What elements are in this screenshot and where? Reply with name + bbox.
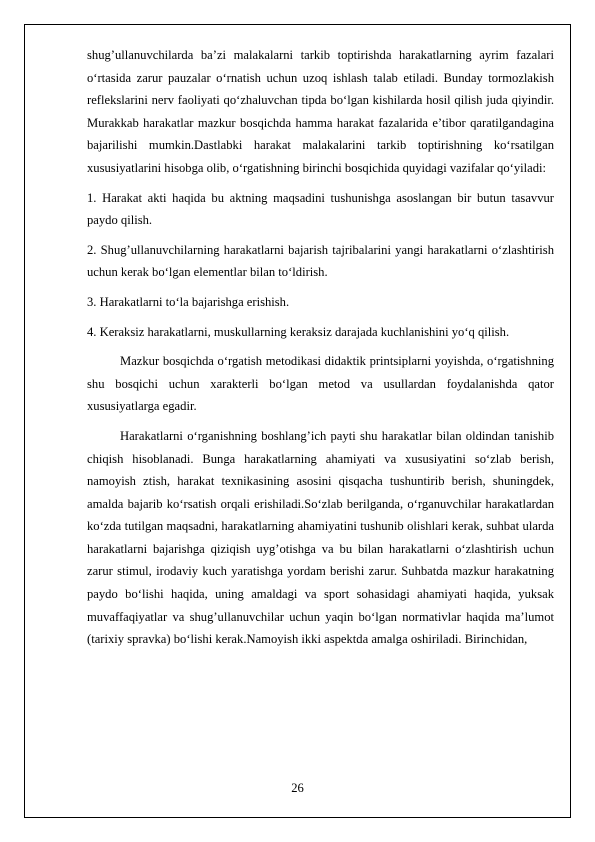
list-item-4: 4. Keraksiz harakatlarni, muskullarning keraksiz darajada kuchlanishini yo‘q qilish. <box>87 324 510 339</box>
list-item-1: 1. Harakat akti haqida bu aktning maqsadini tushunishga asoslangan bir butun tasavvur paydo qilish. <box>87 190 554 228</box>
paragraph-methodology: Mazkur bosqichda o‘rgatish metodikasi didaktik printsiplarni yoyishda, o‘rgatishning shu bosqichi uchun xarakterli bo‘lgan metod va usullardan foydalanishda qator xususiyatlarga egadir. <box>87 354 554 414</box>
paragraph-introduction-phase: Harakatlarni o‘rganishning boshlang’ich payti shu harakatlar bilan oldindan tanishib chiqish hisoblanadi. Bunga harakatlarning ahamiyati va xususiyatini so‘zlab berish, namoyish ztish, harakat texnikasining asosini qisqacha tushuntirib berish, shuningdek, amalda bajarib ko‘rsatish orqali erishiladi.So‘zlab berilganda, o‘rganuvchilar harakatlardan ko‘zda tutilgan maqsadni, harakatlarning ahamiyatini tushunib olishlari kerak, suhbat ularda harakatlarni bajarishga qiziqish uyg’otishga va bu bilan harakatlarni o‘zlashtirish uchun zarur stimul, irodaviy kuch yaratishga yordam berishi zarur. Suhbatda mazkur harakatning paydo bo‘lishi haqida, uning amaldagi va sport sohasidagi ahamiyati haqida, yuksak muvaffaqiyatlar va shug’ullanuvchilar uchun yaqin bo‘lgan normativlar haqida ma’lumot (tarixiy spravka) bo‘lishi kerak.Namoyish ikki aspektda amalga oshiriladi. Birinchidan, <box>87 428 554 647</box>
page-number: 26 <box>291 781 304 795</box>
document-body <box>87 44 554 651</box>
list-item-3: 3. Harakatlarni to‘la bajarishga erishish. <box>87 294 290 309</box>
paragraph-intro: shug’ullanuvchilarda ba’zi malakalarni tarkib toptirishda harakatlarning ayrim fazalari o‘rtasida zarur pauzalar o‘rnatish uchun uzoq ishlash talab etiladi. Bunday tormozlakish reflekslarini nerv faoliyati qo‘zhaluvchan tipda bo‘lgan kishilarda hosil qilish juda qiyindir. Murakkab harakatlar mazkur bosqichda hamma harakat fazalarida e’tibor qaratilgandagina bajarilishi mumkin.Dastlabki harakat malakalarini tarkib toptirishning ko‘rsatilgan xususiyatlarini hisobga olib, o‘rgatishning birinchi bosqichida quyidagi vazifalar qo‘yiladi: <box>87 48 554 175</box>
list-item-2: 2. Shug’ullanuvchilarning harakatlarni bajarish tajribalarini yangi harakatlarni o‘zlashtirish uchun kerak bo‘lgan elementlar bilan to‘ldirish. <box>87 242 554 280</box>
